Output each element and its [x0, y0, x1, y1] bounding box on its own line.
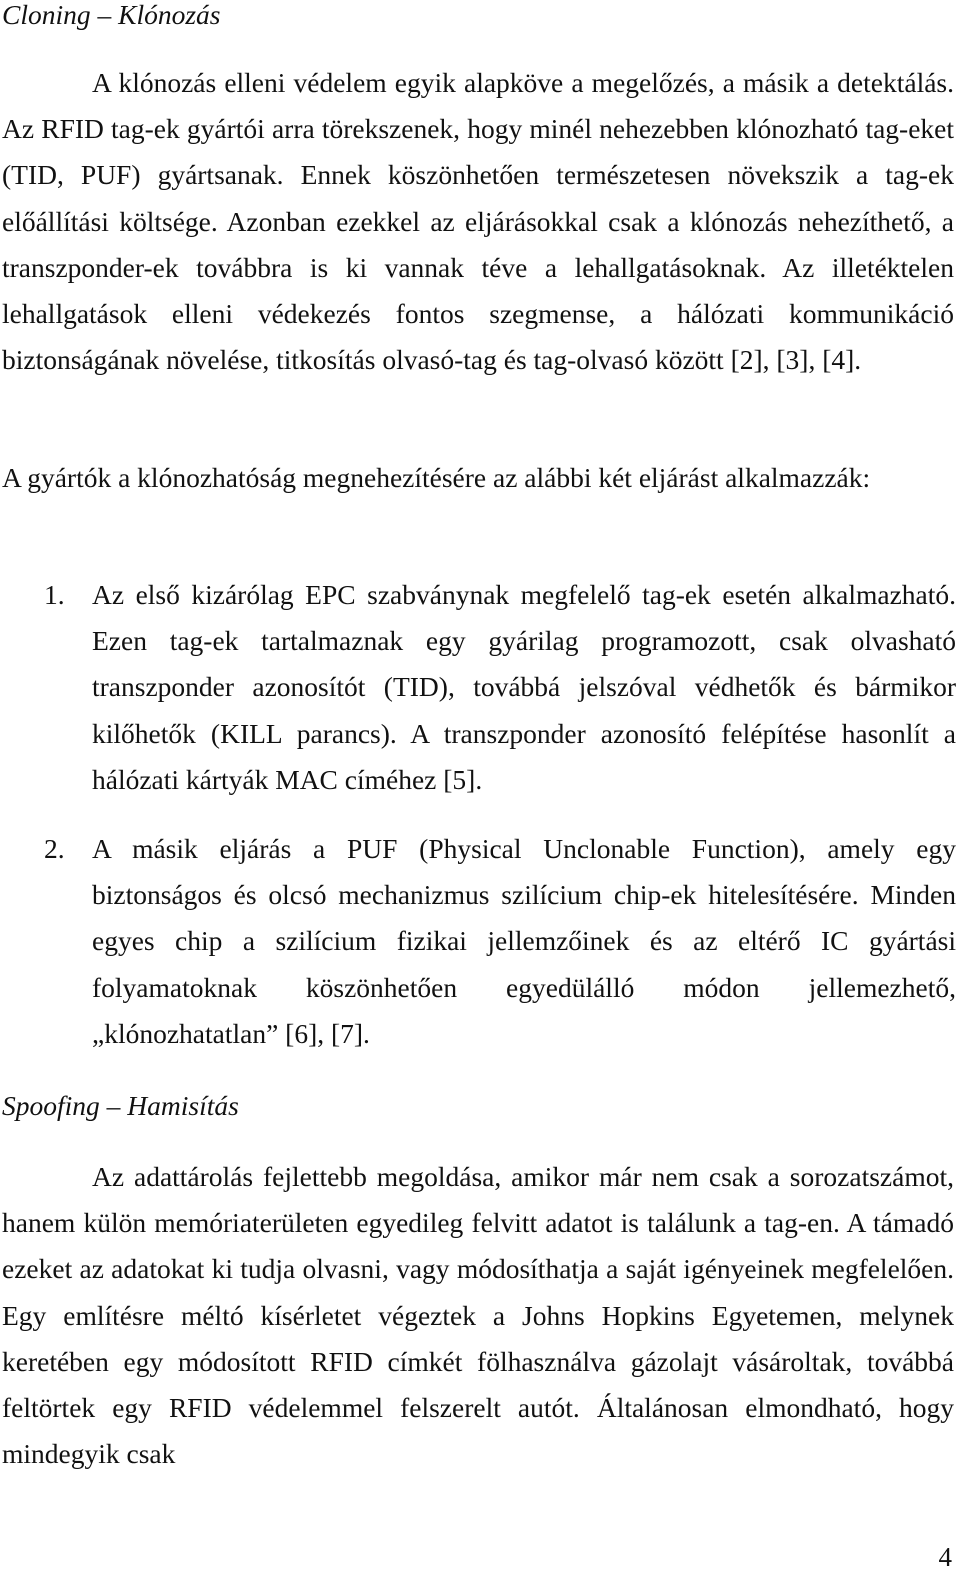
list-item-number: 1.: [44, 579, 65, 610]
paragraph-manufacturers: A gyártók a klónozhatóság megnehezítésére az alábbi két eljárást alkalmazzák:: [2, 462, 871, 493]
list-item-text: Az első kizárólag EPC szabványnak megfelelő tag-ek esetén alkalmazható. Ezen tag-ek tartalmaznak egy gyárilag programozott, csak olvasható transzponder azonosítót (TID), továbbá jelszóval védhetők és bármikor kilőhetők (KILL parancs). A transzponder azonosító felépítése hasonlít a hálózati kártyák MAC címéhez [5].: [92, 579, 956, 795]
section-heading-spoofing: Spoofing – Hamisítás: [2, 1090, 239, 1121]
list-item-number: 2.: [44, 833, 65, 864]
section-heading-cloning: Cloning – Klónozás: [2, 0, 221, 30]
page-number: 4: [938, 1542, 952, 1572]
list-item-text: A másik eljárás a PUF (Physical Unclonable Function), amely egy biztonságos és olcsó mechanizmus szilícium chip-ek hitelesítésére. Minden egyes chip a szilícium fizikai jellemzőinek és az eltérő IC gyártási folyamatoknak köszönhetően egyedülálló módon jellemezhető, „klónozhatatlan” [6], [7].: [92, 833, 956, 1049]
paragraph-spoofing: Az adattárolás fejlettebb megoldása, amikor már nem csak a sorozatszámot, hanem külön memóriaterületen egyedileg felvitt adatot is találunk a tag-en. A támadó ezeket az adatokat ki tudja olvasni, vagy módosíthatja a saját igényeinek megfelelően. Egy említésre méltó kísérletet végeztek a Johns Hopkins Egyetemen, melynek keretében egy módosított RFID címkét fölhasználva gázolajt vásároltak, továbbá feltörtek egy RFID védelemmel felszerelt autót. Általánosan elmondható, hogy mindegyik csak: [2, 1161, 954, 1470]
paragraph-cloning: A klónozás elleni védelem egyik alapköve a megelőzés, a másik a detektálás. Az RFID tag-ek gyártói arra törekszenek, hogy minél nehezebben klónozható tag-eket (TID, PUF) gyártsanak. Ennek köszönhetően természetesen növekszik a tag-ek előállítási költsége. Azonban ezekkel az eljárásokkal csak a klónozás nehezíthető, a transzponder-ek továbbra is ki vannak téve a lehallgatásoknak. Az illetéktelen lehallgatások elleni védekezés fontos szegmense, a hálózati kommunikáció biztonságának növelése, titkosítás olvasó-tag és tag-olvasó között [2], [3], [4].: [2, 67, 954, 376]
